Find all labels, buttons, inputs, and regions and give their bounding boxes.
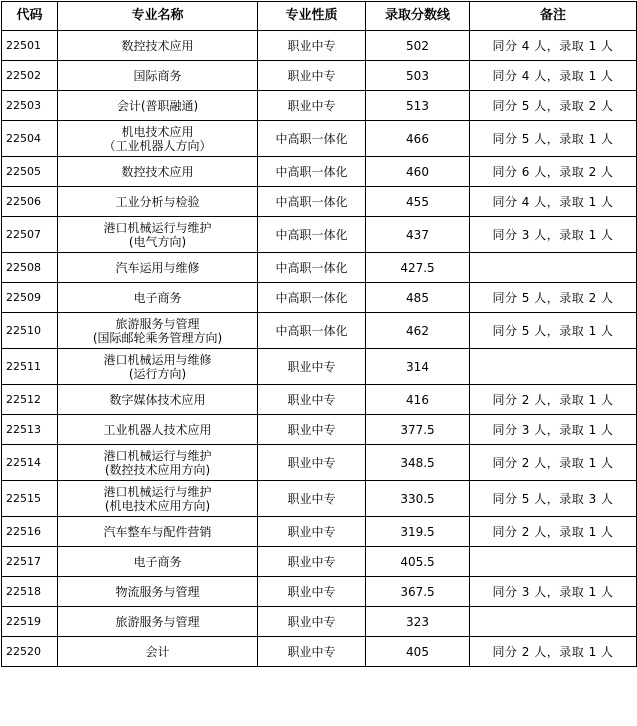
cell-note <box>470 547 637 577</box>
table-body <box>2 31 637 667</box>
cell-note: 同分 5 人，录取 2 人 <box>470 91 637 121</box>
cell-code: 22516 <box>2 517 58 547</box>
table-row <box>2 481 637 517</box>
table-row <box>2 61 637 91</box>
cell-code: 22505 <box>2 157 58 187</box>
cell-major-name <box>58 283 258 313</box>
cell-major-type: 中高职一体化 <box>258 253 366 283</box>
major-direction-line: (电气方向) <box>128 234 187 249</box>
cell-note: 同分 5 人，录取 2 人 <box>470 283 637 313</box>
cell-code: 22504 <box>2 121 58 157</box>
cell-admission-score: 416 <box>366 385 470 415</box>
admission-score-table <box>1 1 637 667</box>
cell-major-name <box>58 253 258 283</box>
major-name-line: 旅游服务与管理 <box>115 316 200 331</box>
cell-major-name <box>58 313 258 349</box>
major-name-line: 工业机器人技术应用 <box>103 422 212 437</box>
major-name-line: 港口机械运行与维护 <box>103 448 212 463</box>
cell-note <box>470 349 637 385</box>
cell-major-type: 中高职一体化 <box>258 187 366 217</box>
table-row <box>2 157 637 187</box>
cell-major-name <box>58 61 258 91</box>
cell-admission-score: 502 <box>366 31 470 61</box>
cell-major-type: 中高职一体化 <box>258 157 366 187</box>
cell-major-name <box>58 349 258 385</box>
major-name-line: 港口机械运行与维护 <box>103 484 212 499</box>
cell-major-name <box>58 415 258 445</box>
cell-major-name <box>58 385 258 415</box>
table-row <box>2 385 637 415</box>
cell-admission-score: 503 <box>366 61 470 91</box>
cell-note: 同分 4 人，录取 1 人 <box>470 61 637 91</box>
major-name-line: 港口机械运用与维修 <box>103 352 212 367</box>
cell-major-type: 中高职一体化 <box>258 121 366 157</box>
cell-code: 22501 <box>2 31 58 61</box>
cell-admission-score: 485 <box>366 283 470 313</box>
cell-admission-score: 462 <box>366 313 470 349</box>
cell-code: 22518 <box>2 577 58 607</box>
cell-code: 22513 <box>2 415 58 445</box>
cell-major-type: 职业中专 <box>258 385 366 415</box>
cell-code: 22511 <box>2 349 58 385</box>
table-row <box>2 283 637 313</box>
major-name-line: 汽车整车与配件营销 <box>103 524 212 539</box>
cell-note: 同分 6 人，录取 2 人 <box>470 157 637 187</box>
cell-note: 同分 2 人，录取 1 人 <box>470 385 637 415</box>
cell-code: 22519 <box>2 607 58 637</box>
cell-admission-score: 460 <box>366 157 470 187</box>
cell-note: 同分 5 人，录取 1 人 <box>470 121 637 157</box>
cell-admission-score: 377.5 <box>366 415 470 445</box>
header-admission-score: 录取分数线 <box>366 2 470 31</box>
major-direction-line: (国际邮轮乘务管理方向) <box>92 330 223 345</box>
major-name-line: 机电技术应用 <box>121 124 194 139</box>
cell-note: 同分 2 人，录取 1 人 <box>470 445 637 481</box>
cell-note: 同分 4 人，录取 1 人 <box>470 31 637 61</box>
cell-major-name <box>58 187 258 217</box>
cell-note: 同分 5 人，录取 1 人 <box>470 313 637 349</box>
cell-code: 22507 <box>2 217 58 253</box>
header-code: 代码 <box>2 2 58 31</box>
cell-note: 同分 3 人，录取 1 人 <box>470 577 637 607</box>
cell-note: 同分 3 人，录取 1 人 <box>470 415 637 445</box>
cell-major-type: 职业中专 <box>258 445 366 481</box>
table-row <box>2 253 637 283</box>
cell-code: 22514 <box>2 445 58 481</box>
cell-major-name <box>58 547 258 577</box>
cell-admission-score: 427.5 <box>366 253 470 283</box>
major-direction-line: (机电技术应用方向) <box>104 498 211 513</box>
cell-note: 同分 2 人，录取 1 人 <box>470 517 637 547</box>
cell-major-name <box>58 637 258 667</box>
cell-admission-score: 367.5 <box>366 577 470 607</box>
cell-major-type: 职业中专 <box>258 577 366 607</box>
cell-major-type: 职业中专 <box>258 91 366 121</box>
cell-major-type: 职业中专 <box>258 349 366 385</box>
cell-code: 22506 <box>2 187 58 217</box>
cell-major-name <box>58 157 258 187</box>
cell-major-name <box>58 121 258 157</box>
cell-code: 22509 <box>2 283 58 313</box>
cell-admission-score: 455 <box>366 187 470 217</box>
major-name-line: 物流服务与管理 <box>115 584 200 599</box>
cell-major-name <box>58 577 258 607</box>
cell-major-type: 职业中专 <box>258 517 366 547</box>
major-name-line: 港口机械运行与维护 <box>103 220 212 235</box>
cell-major-name <box>58 445 258 481</box>
cell-major-type: 职业中专 <box>258 637 366 667</box>
cell-note: 同分 5 人，录取 3 人 <box>470 481 637 517</box>
cell-major-type: 中高职一体化 <box>258 313 366 349</box>
cell-admission-score: 348.5 <box>366 445 470 481</box>
major-name-line: 汽车运用与维修 <box>115 260 200 275</box>
table-header-row <box>2 2 637 31</box>
cell-admission-score: 513 <box>366 91 470 121</box>
cell-major-name <box>58 217 258 253</box>
table-row <box>2 637 637 667</box>
cell-code: 22508 <box>2 253 58 283</box>
table-row <box>2 349 637 385</box>
major-direction-line: (运行方向) <box>128 366 187 381</box>
cell-note: 同分 3 人，录取 1 人 <box>470 217 637 253</box>
cell-note <box>470 607 637 637</box>
cell-admission-score: 314 <box>366 349 470 385</box>
table-row <box>2 517 637 547</box>
cell-note: 同分 2 人，录取 1 人 <box>470 637 637 667</box>
cell-note: 同分 4 人，录取 1 人 <box>470 187 637 217</box>
major-name-line: 工业分析与检验 <box>115 194 200 209</box>
cell-code: 22510 <box>2 313 58 349</box>
major-name-line: 数控技术应用 <box>121 38 194 53</box>
cell-major-type: 职业中专 <box>258 31 366 61</box>
cell-admission-score: 405.5 <box>366 547 470 577</box>
cell-major-type: 中高职一体化 <box>258 283 366 313</box>
table-row <box>2 187 637 217</box>
cell-admission-score: 330.5 <box>366 481 470 517</box>
table-row <box>2 445 637 481</box>
cell-major-name <box>58 31 258 61</box>
table-row <box>2 607 637 637</box>
table-row <box>2 31 637 61</box>
header-note: 备注 <box>470 2 637 31</box>
table-row <box>2 91 637 121</box>
major-name-line: 国际商务 <box>133 68 182 83</box>
major-name-line: 数控技术应用 <box>121 164 194 179</box>
major-name-line: 电子商务 <box>133 554 182 569</box>
table-row <box>2 415 637 445</box>
header-major-type: 专业性质 <box>258 2 366 31</box>
cell-code: 22502 <box>2 61 58 91</box>
header-major-name: 专业名称 <box>58 2 258 31</box>
cell-major-type: 职业中专 <box>258 61 366 91</box>
cell-major-type: 职业中专 <box>258 481 366 517</box>
table-row <box>2 313 637 349</box>
cell-major-name <box>58 481 258 517</box>
table-row <box>2 121 637 157</box>
major-name-line: 旅游服务与管理 <box>115 614 200 629</box>
major-name-line: 数字媒体技术应用 <box>109 392 206 407</box>
major-name-line: 电子商务 <box>133 290 182 305</box>
cell-admission-score: 437 <box>366 217 470 253</box>
major-name-line: 会计(普职融通) <box>116 98 199 113</box>
cell-code: 22517 <box>2 547 58 577</box>
cell-admission-score: 319.5 <box>366 517 470 547</box>
cell-code: 22503 <box>2 91 58 121</box>
cell-code: 22520 <box>2 637 58 667</box>
cell-major-name <box>58 607 258 637</box>
table-row <box>2 577 637 607</box>
cell-admission-score: 323 <box>366 607 470 637</box>
major-name-line: 会计 <box>145 644 170 659</box>
cell-major-name <box>58 517 258 547</box>
cell-major-name <box>58 91 258 121</box>
cell-major-type: 职业中专 <box>258 415 366 445</box>
cell-note <box>470 253 637 283</box>
cell-admission-score: 405 <box>366 637 470 667</box>
cell-major-type: 职业中专 <box>258 607 366 637</box>
cell-major-type: 职业中专 <box>258 547 366 577</box>
table-row <box>2 547 637 577</box>
cell-major-type: 中高职一体化 <box>258 217 366 253</box>
table-row <box>2 217 637 253</box>
cell-admission-score: 466 <box>366 121 470 157</box>
cell-code: 22512 <box>2 385 58 415</box>
major-direction-line: (数控技术应用方向) <box>104 462 211 477</box>
cell-code: 22515 <box>2 481 58 517</box>
major-direction-line: （工业机器人方向） <box>103 138 212 153</box>
